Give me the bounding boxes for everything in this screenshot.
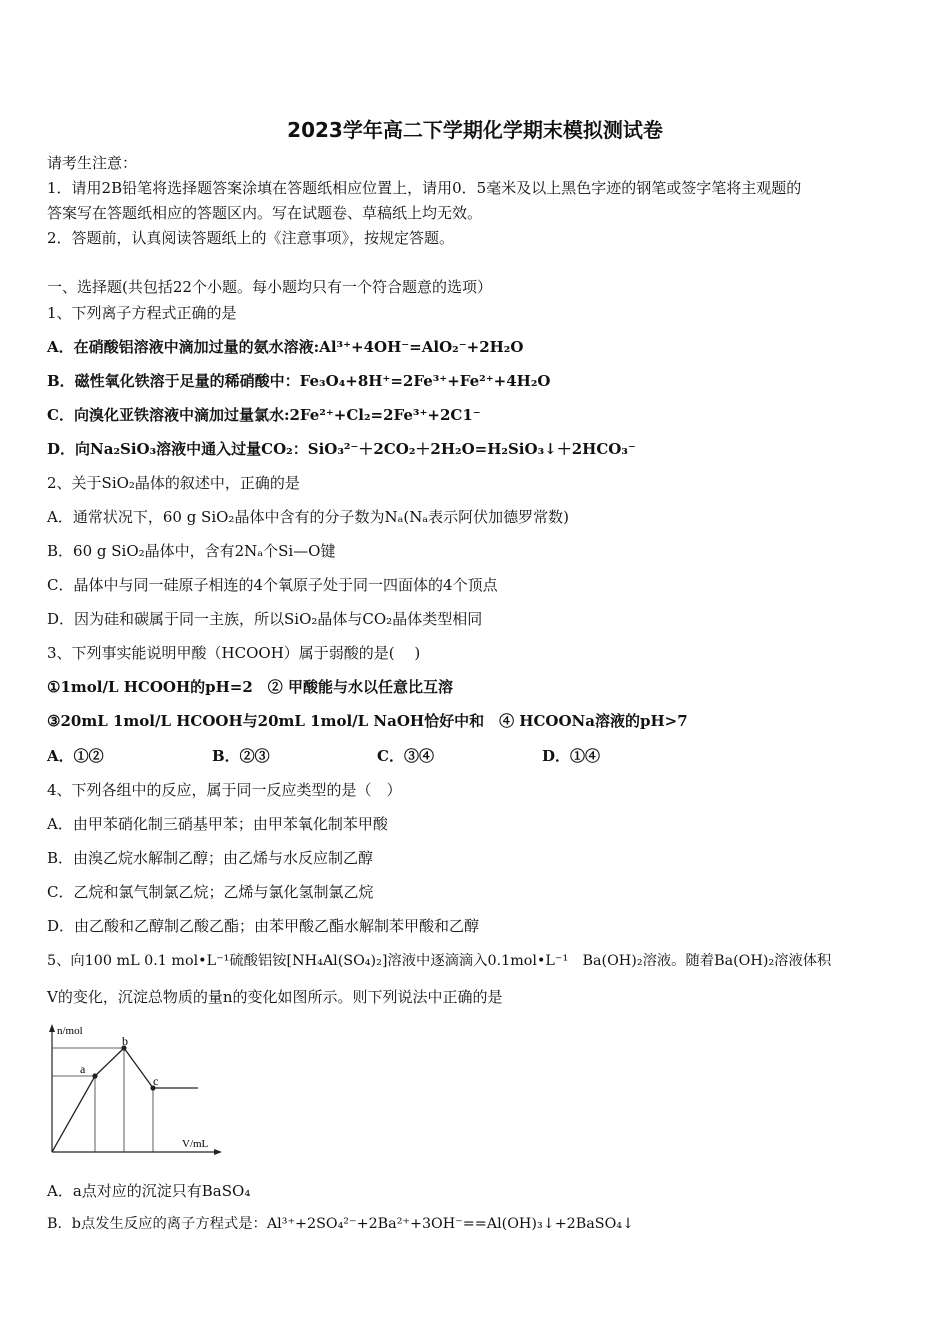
q3-facts-1: ①1mol/L HCOOH的pH=2 ② 甲酸能与水以任意比互溶 xyxy=(47,678,454,696)
notice-heading: 请考生注意： xyxy=(47,154,138,172)
q2-stem: 2、关于SiO₂晶体的叙述中，正确的是 xyxy=(47,474,300,492)
q3-stem: 3、下列事实能说明甲酸（HCOOH）属于弱酸的是( ) xyxy=(47,644,421,662)
q1-stem: 1、下列离子方程式正确的是 xyxy=(47,304,237,322)
x-axis-label: V/mL xyxy=(182,1138,209,1150)
y-axis-label: n/mol xyxy=(57,1025,83,1037)
q2-option-c: C．晶体中与同一硅原子相连的4个氧原子处于同一四面体的4个顶点 xyxy=(47,576,498,594)
notice-item-1b: 答案写在答题纸相应的答题区内。写在试题卷、草稿纸上均无效。 xyxy=(47,204,483,222)
point-b-label: b xyxy=(122,1034,128,1048)
q3-option-b: B．②③ xyxy=(212,747,270,765)
q1-option-c: C．向溴化亚铁溶液中滴加过量氯水:2Fe²⁺+Cl₂=2Fe³⁺+2C1⁻ xyxy=(47,406,481,424)
q1-option-b: B．磁性氧化铁溶于足量的稀硝酸中：Fe₃O₄+8H⁺=2Fe³⁺+Fe²⁺+4H₂O xyxy=(47,372,551,390)
q3-option-a: A．①② xyxy=(47,747,104,765)
section-title: 一、选择题(共包括22个小题。每小题均只有一个符合题意的选项） xyxy=(47,278,492,296)
notice-item-1a: 1．请用2B铅笔将选择题答案涂填在答题纸相应位置上，请用0．5毫米及以上黑色字迹的钢笔或签字笔将主观题的 xyxy=(47,179,802,197)
notice-item-2: 2．答题前，认真阅读答题纸上的《注意事项》，按规定答题。 xyxy=(47,229,455,247)
precipitate-graph xyxy=(40,1018,230,1158)
precipitate-curve xyxy=(52,1048,198,1152)
point-a-label: a xyxy=(80,1062,86,1076)
q4-option-b: B．由溴乙烷水解制乙醇；由乙烯与水反应制乙醇 xyxy=(47,849,374,867)
point-c-label: c xyxy=(153,1074,159,1088)
q4-stem: 4、下列各组中的反应，属于同一反应类型的是（ ） xyxy=(47,781,402,799)
point-a-marker xyxy=(92,1073,97,1078)
q2-option-b: B．60 g SiO₂晶体中，含有2Nₐ个Si—O键 xyxy=(47,542,336,560)
q4-option-c: C．乙烷和氯气制氯乙烷；乙烯与氯化氢制氯乙烷 xyxy=(47,883,374,901)
x-axis-arrow xyxy=(214,1149,222,1155)
q3-option-c: C．③④ xyxy=(377,747,434,765)
q1-option-d: D．向Na₂SiO₃溶液中通入过量CO₂：SiO₃²⁻＋2CO₂＋2H₂O=H₂SiO₃↓＋2HCO₃⁻ xyxy=(47,440,636,458)
q2-option-a: A．通常状况下，60 g SiO₂晶体中含有的分子数为Nₐ(Nₐ表示阿伏加德罗常数) xyxy=(47,508,569,526)
q2-option-d: D．因为硅和碳属于同一主族，所以SiO₂晶体与CO₂晶体类型相同 xyxy=(47,610,483,628)
q4-option-d: D．由乙酸和乙醇制乙酸乙酯；由苯甲酸乙酯水解制苯甲酸和乙醇 xyxy=(47,917,480,935)
q5-option-a: A．a点对应的沉淀只有BaSO₄ xyxy=(47,1182,251,1200)
y-axis-arrow xyxy=(49,1024,55,1032)
page-title: 2023学年高二下学期化学期末模拟测试卷 xyxy=(287,118,663,142)
q3-facts-2: ③20mL 1mol/L HCOOH与20mL 1mol/L NaOH恰好中和 ④ HCOONa溶液的pH>7 xyxy=(47,712,688,730)
q5-stem-a: 5、向100 mL 0.1 mol•L⁻¹硫酸铝铵[NH₄Al(SO₄)₂]溶液中逐滴滴入0.1mol•L⁻¹ Ba(OH)₂溶液。随着Ba(OH)₂溶液体积 xyxy=(47,953,832,969)
q5-stem-b: V的变化，沉淀总物质的量n的变化如图所示。则下列说法中正确的是 xyxy=(47,988,503,1006)
q1-option-a: A．在硝酸铝溶液中滴加过量的氨水溶液:Al³⁺+4OH⁻=AlO₂⁻+2H₂O xyxy=(47,338,524,356)
q4-option-a: A．由甲苯硝化制三硝基甲苯；由甲苯氧化制苯甲酸 xyxy=(47,815,388,833)
q5-option-b: B．b点发生反应的离子方程式是：Al³⁺+2SO₄²⁻+2Ba²⁺+3OH⁻==Al(OH)₃↓+2BaSO₄↓ xyxy=(47,1216,635,1232)
q3-option-d: D．①④ xyxy=(542,747,601,765)
